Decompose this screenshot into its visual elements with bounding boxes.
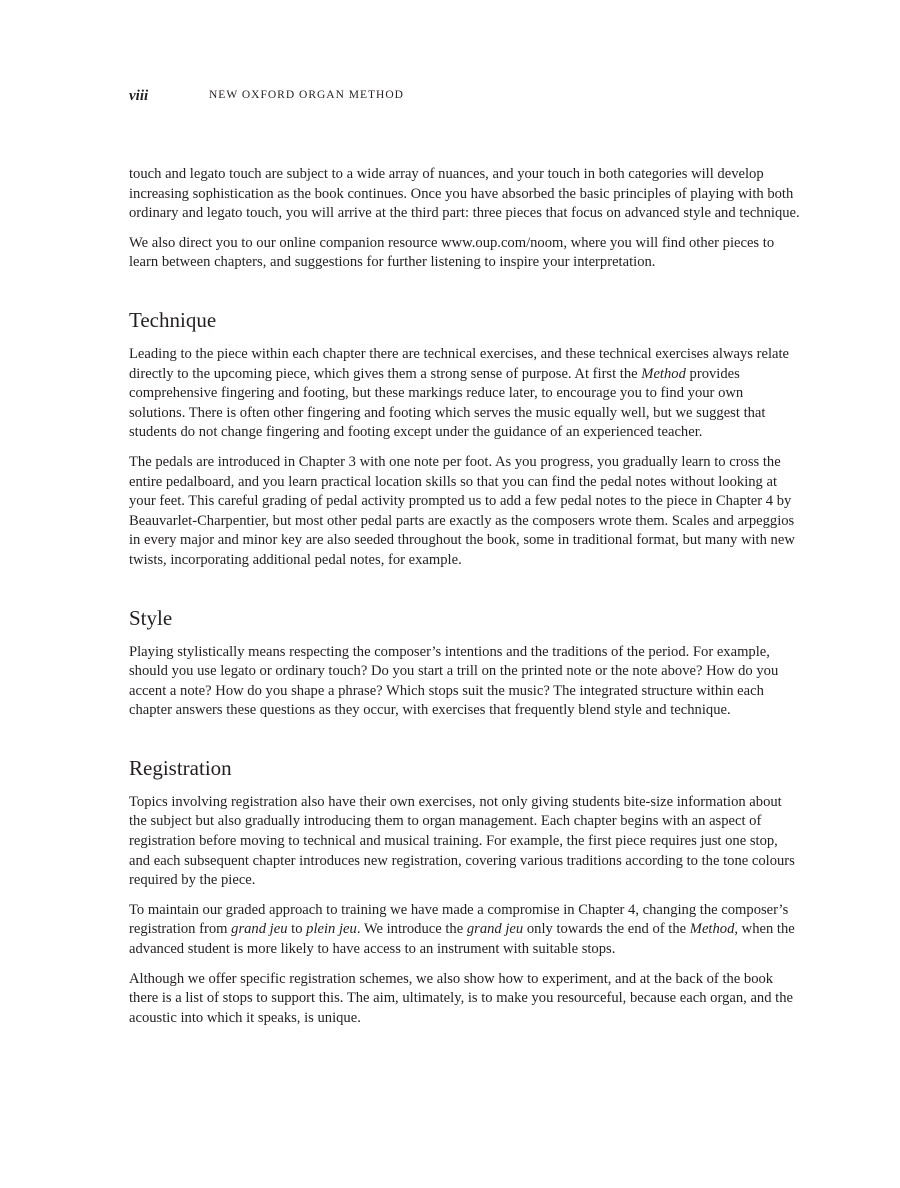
text-run: only towards the end of the (523, 921, 690, 938)
paragraph (129, 165, 801, 224)
text-run: provides comprehensive fingering and footing, but these markings reduce later, to encourage you to find your own solutions. There is often other fingering and footing which serves the music equally well, but we suggest that students do not change fingering and footing except under the guidance of an experienced teacher. (129, 365, 766, 441)
text-run: Playing stylistically means respecting the composer’s intentions and the traditions of the period. For example, should you use legato or ordinary touch? Do you start a trill on the printed note or the note above? How do you accent a note? How do you shape a phrase? Which stops suit the music? The integrated structure within each chapter answers these questions as they occur, with exercises that frequently blend style and technique. (129, 643, 779, 719)
paragraph (129, 345, 801, 443)
section-heading: Style (129, 605, 173, 630)
text-run: The pedals are introduced in Chapter 3 with one note per foot. As you progress, you gradually learn to cross the entire pedalboard, and you learn practical location skills so that you can find the pedal notes without looking at your feet. This careful grading of pedal activity prompted us to add a few pedal notes to the piece in Chapter 4 by Beauvarlet-Charpentier, but most other pedal parts are exactly as the composers wrote them. Scales and arpeggios in every major and minor key are also seeded throughout the book, some in traditional format, but many with new twists, incorporating additional pedal notes, for example. (129, 453, 795, 568)
text-run: , when the advanced student is more likely to have access to an instrument with suitable stops. (129, 921, 795, 958)
page-number: viii (129, 88, 149, 104)
running-title: NEW OXFORD ORGAN METHOD (209, 89, 404, 101)
paragraph (129, 234, 801, 273)
text-run: Although we offer specific registration schemes, we also show how to experiment, and at the back of the book there is a list of stops to support this. The aim, ultimately, is to make you resourceful, because each organ, and the acoustic into which it speaks, is unique. (129, 970, 793, 1026)
paragraph (129, 643, 801, 721)
italic-text: Method (689, 921, 735, 938)
text-run: We also direct you to our online companion resource www.oup.com/noom, where you will find other pieces to learn between chapters, and suggestions for further listening to inspire your interpretation. (129, 234, 775, 271)
body-text (129, 165, 801, 1038)
text-run: touch and legato touch are subject to a wide array of nuances, and your touch in both categories will develop increasing sophistication as the book continues. Once you have absorbed the basic principles of playing with both ordinary and legato touch, you will arrive at the third part: three pieces that focus on advanced style and technique. (129, 166, 800, 222)
paragraph (129, 970, 801, 1029)
paragraph (129, 453, 801, 571)
text-run: . We introduce the (356, 921, 467, 938)
paragraph (129, 793, 801, 891)
italic-text: Method (641, 365, 686, 382)
section-heading: Registration (129, 755, 232, 780)
section-heading: Technique (129, 307, 217, 332)
text-run: to (287, 921, 307, 938)
italic-text: grand jeu (466, 921, 524, 938)
text-run: Topics involving registration also have their own exercises, not only giving students bite-size information about the subject but also gradually introducing them to organ management. Each chapter begins with an aspect of registration before moving to technical and musical training. For example, the first piece requires just one stop, and each subsequent chapter introduces new registration, covering various traditions according to the tone colours required by the piece. (129, 793, 795, 889)
text-run: To maintain our graded approach to training we have made a compromise in Chapter 4, changing the composer’s registration from (129, 901, 789, 938)
italic-text: grand jeu (231, 921, 288, 938)
text-run: Leading to the piece within each chapter there are technical exercises, and these technical exercises always relate directly to the upcoming piece, which gives them a strong sense of purpose. At first the (129, 345, 790, 382)
italic-text: plein jeu (306, 921, 357, 938)
paragraph (129, 901, 801, 960)
